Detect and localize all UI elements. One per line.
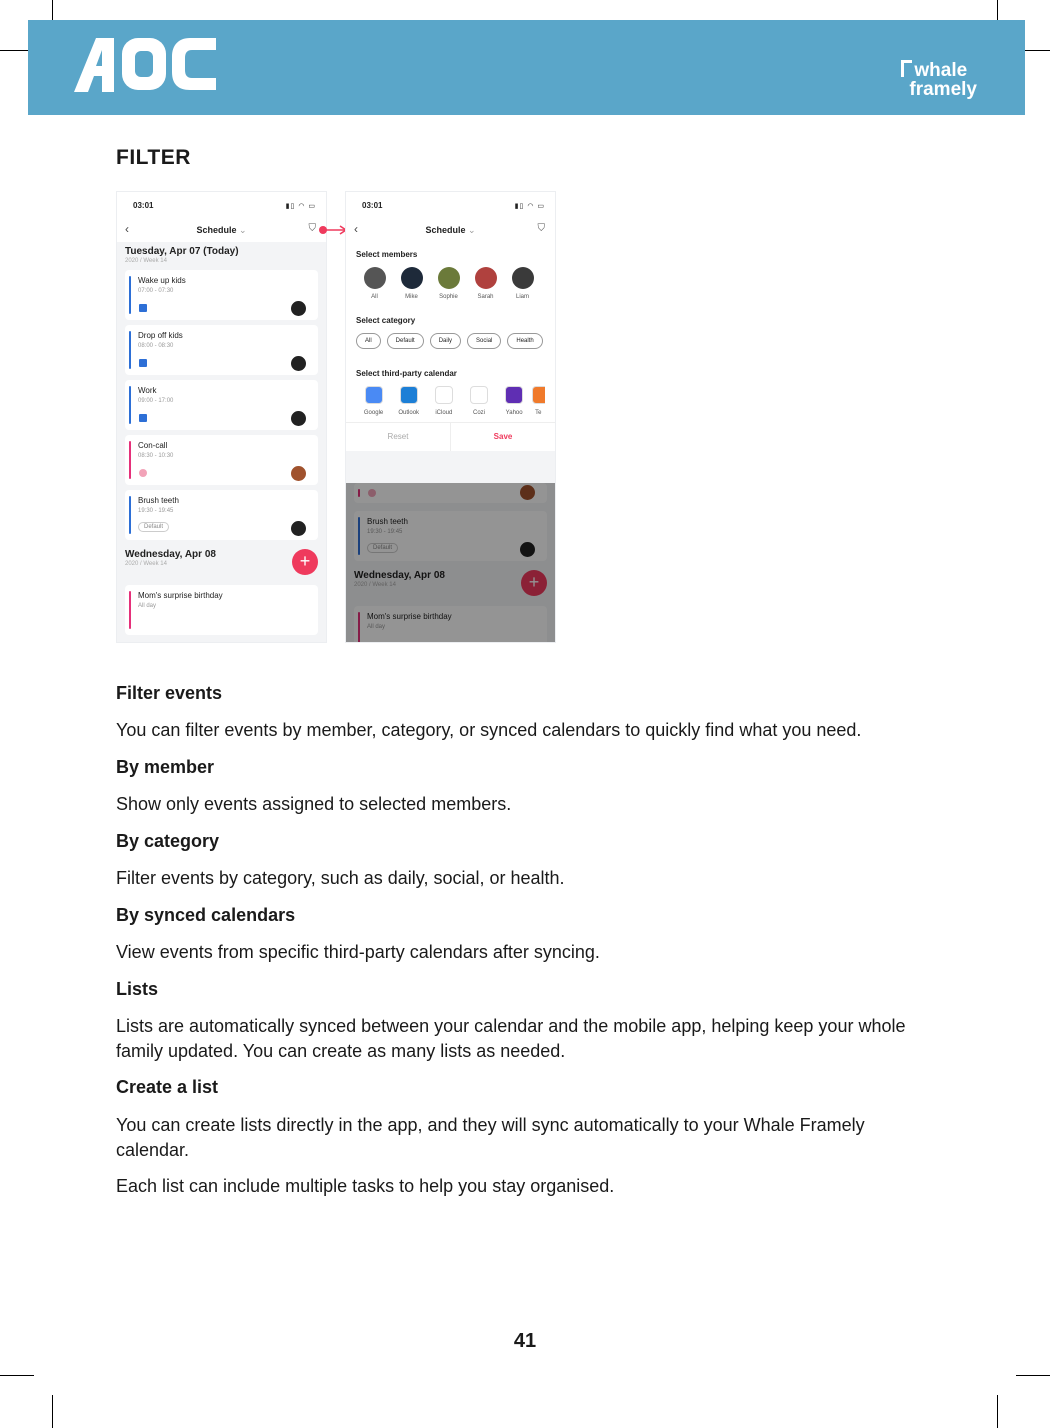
heading-by-member: By member (116, 757, 215, 777)
avatar (475, 267, 497, 289)
event-time: 19:30 - 19:45 (138, 508, 174, 514)
back-icon: ‹ (354, 222, 358, 236)
calendar-name: Te (535, 410, 542, 416)
event-name: Drop off kids (138, 331, 183, 340)
paragraph-by-synced-calendars: View events from specific third-party calendars after syncing. (116, 942, 600, 962)
event-name: Work (138, 386, 157, 395)
status-time: 03:01 (133, 201, 154, 210)
whale-framely-logo (899, 60, 977, 99)
background-schedule (346, 483, 555, 642)
event-name: Brush teeth (138, 496, 179, 505)
calendar-name: iCloud (435, 410, 453, 416)
paragraph-by-category: Filter events by category, such as daily, social, or health. (116, 868, 565, 888)
calendar-name: Cozi (472, 410, 485, 416)
outlook-icon (400, 386, 418, 404)
heading-lists: Lists (116, 979, 159, 999)
reset-button: Reset (346, 423, 451, 451)
group-icon (364, 267, 386, 289)
event-tag: Default (138, 522, 169, 532)
member-name: Liam (515, 294, 529, 300)
day-title: Tuesday, Apr 07 (Today) (125, 246, 239, 257)
event-color-bar (129, 441, 131, 479)
calendar-item (426, 386, 461, 416)
event-name: Brush teeth (367, 517, 408, 526)
category-chip: Health (507, 333, 542, 349)
avatar (291, 301, 306, 316)
avatar (291, 521, 306, 536)
member-name: Sophie (439, 294, 458, 300)
event-time: All day (367, 624, 386, 630)
status-time: 03:01 (362, 201, 383, 210)
calendar-list (356, 386, 545, 416)
nav-bar (117, 218, 326, 242)
paragraph-filter-events: You can filter events by member, category, or synced calendars to quickly find what you need. (116, 720, 862, 740)
member-item (467, 267, 504, 300)
filter-sheet (346, 242, 555, 451)
yahoo-icon (505, 386, 523, 404)
avatar (291, 411, 306, 426)
event-time: 09:00 - 17:00 (138, 398, 174, 404)
calendar-item (461, 386, 496, 416)
icloud-icon (435, 386, 453, 404)
dim-overlay (346, 483, 555, 642)
paragraph-tasks: Each list can include multiple tasks to help you stay organised. (116, 1176, 615, 1196)
save-button: Save (493, 432, 513, 441)
event-color-bar (129, 496, 131, 534)
event-card (125, 325, 318, 375)
event-name: Mom's surprise birthday (138, 591, 223, 600)
day-header (117, 545, 326, 581)
nav-title: Schedule ⌄ (346, 225, 555, 236)
avatar (512, 267, 534, 289)
avatar (291, 466, 306, 481)
member-item (504, 267, 541, 300)
event-name: Wake up kids (138, 276, 186, 285)
select-calendar-label: Select third-party calendar (356, 369, 457, 378)
category-chip: All (356, 333, 381, 349)
member-name: Mike (405, 294, 418, 300)
calendar-item (391, 386, 426, 416)
status-bar (117, 192, 326, 218)
member-item (430, 267, 467, 300)
category-chip: Social (467, 333, 501, 349)
event-time: 08:30 - 10:30 (138, 453, 174, 459)
event-card (125, 435, 318, 485)
brand-line-2: framely (909, 79, 977, 100)
day-title: Wednesday, Apr 08 (354, 570, 445, 581)
category-chip: Daily (430, 333, 461, 349)
heading-create-a-list: Create a list (116, 1077, 219, 1097)
avatar (401, 267, 423, 289)
calendar-icon (139, 359, 147, 367)
day-title: Wednesday, Apr 08 (125, 549, 216, 560)
member-name: All (371, 294, 378, 300)
event-color-bar (129, 331, 131, 369)
filter-icon: ⛉ (308, 223, 316, 234)
avatar (438, 267, 460, 289)
calendar-icon (532, 386, 545, 404)
member-item (393, 267, 430, 300)
paragraph-by-member: Show only events assigned to selected members. (116, 794, 512, 814)
add-event-button: + (521, 570, 547, 596)
event-color-bar (129, 276, 131, 314)
heading-by-category: By category (116, 831, 220, 851)
calendar-icon (139, 414, 147, 422)
day-week: 2020 / Week 14 (125, 258, 167, 264)
page-header (28, 20, 1025, 115)
cozi-icon (470, 386, 488, 404)
event-card (125, 270, 318, 320)
phone-screenshot-schedule (116, 191, 327, 643)
nav-bar (346, 218, 555, 242)
crop-mark (1016, 1375, 1050, 1376)
day-week: 2020 / Week 14 (125, 561, 167, 567)
event-card (125, 490, 318, 540)
event-time: 08:00 - 08:30 (138, 343, 174, 349)
nav-title: Schedule ⌄ (117, 225, 326, 236)
select-members-label: Select members (356, 250, 418, 259)
category-chips (356, 333, 545, 355)
crop-mark (52, 1395, 53, 1428)
page-number: 41 (513, 1330, 537, 1352)
day-header (117, 242, 326, 266)
day-week: 2020 / Week 14 (354, 582, 396, 588)
member-item (356, 267, 393, 300)
event-color-bar (129, 386, 131, 424)
crop-mark (0, 1375, 34, 1376)
event-tag: Default (367, 543, 398, 553)
paragraph-lists: Lists are automatically synced between your calendar and the mobile app, helping keep your whole family updated. You can create as many lists as needed. (116, 1016, 906, 1061)
crop-mark (997, 1395, 998, 1428)
google-calendar-icon (365, 386, 383, 404)
status-bar (346, 192, 555, 218)
phone-screenshot-filter (345, 191, 556, 643)
event-card (125, 380, 318, 430)
event-time: 07:00 - 07:30 (138, 288, 174, 294)
section-title: FILTER (116, 146, 191, 169)
event-name: Mom's surprise birthday (367, 612, 452, 621)
member-name: Sarah (477, 294, 494, 300)
calendar-name: Google (363, 410, 384, 416)
heading-by-synced-calendars: By synced calendars (116, 905, 296, 925)
add-event-button: + (292, 549, 318, 575)
back-icon: ‹ (125, 222, 129, 236)
filter-icon: ⛉ (537, 223, 545, 234)
avatar (291, 356, 306, 371)
calendar-item (356, 386, 391, 416)
paragraph-create-a-list: You can create lists directly in the app, and they will sync automatically to your Whale Framely calendar. (116, 1115, 865, 1160)
event-name: Con-call (138, 441, 168, 450)
aoc-logo (74, 36, 216, 92)
brand-line-1: whale (899, 60, 977, 80)
event-time: All day (138, 603, 157, 609)
member-list (356, 267, 545, 300)
calendar-name: Outlook (398, 410, 420, 416)
select-category-label: Select category (356, 316, 416, 325)
heading-filter-events: Filter events (116, 683, 223, 703)
event-color-bar (129, 591, 131, 629)
event-card (125, 585, 318, 635)
calendar-item (497, 386, 532, 416)
signal-battery-icon: ▮▯ ◠ ▭ (514, 203, 545, 210)
arrow-right-icon (318, 224, 348, 236)
calendar-name: Yahoo (505, 410, 523, 416)
calendar-item (532, 386, 545, 416)
category-chip: Default (387, 333, 424, 349)
filter-actions (346, 422, 555, 451)
event-time: 19:30 - 19:45 (367, 529, 403, 535)
bell-icon (139, 469, 147, 477)
calendar-icon (139, 304, 147, 312)
signal-battery-icon: ▮▯ ◠ ▭ (285, 203, 316, 210)
